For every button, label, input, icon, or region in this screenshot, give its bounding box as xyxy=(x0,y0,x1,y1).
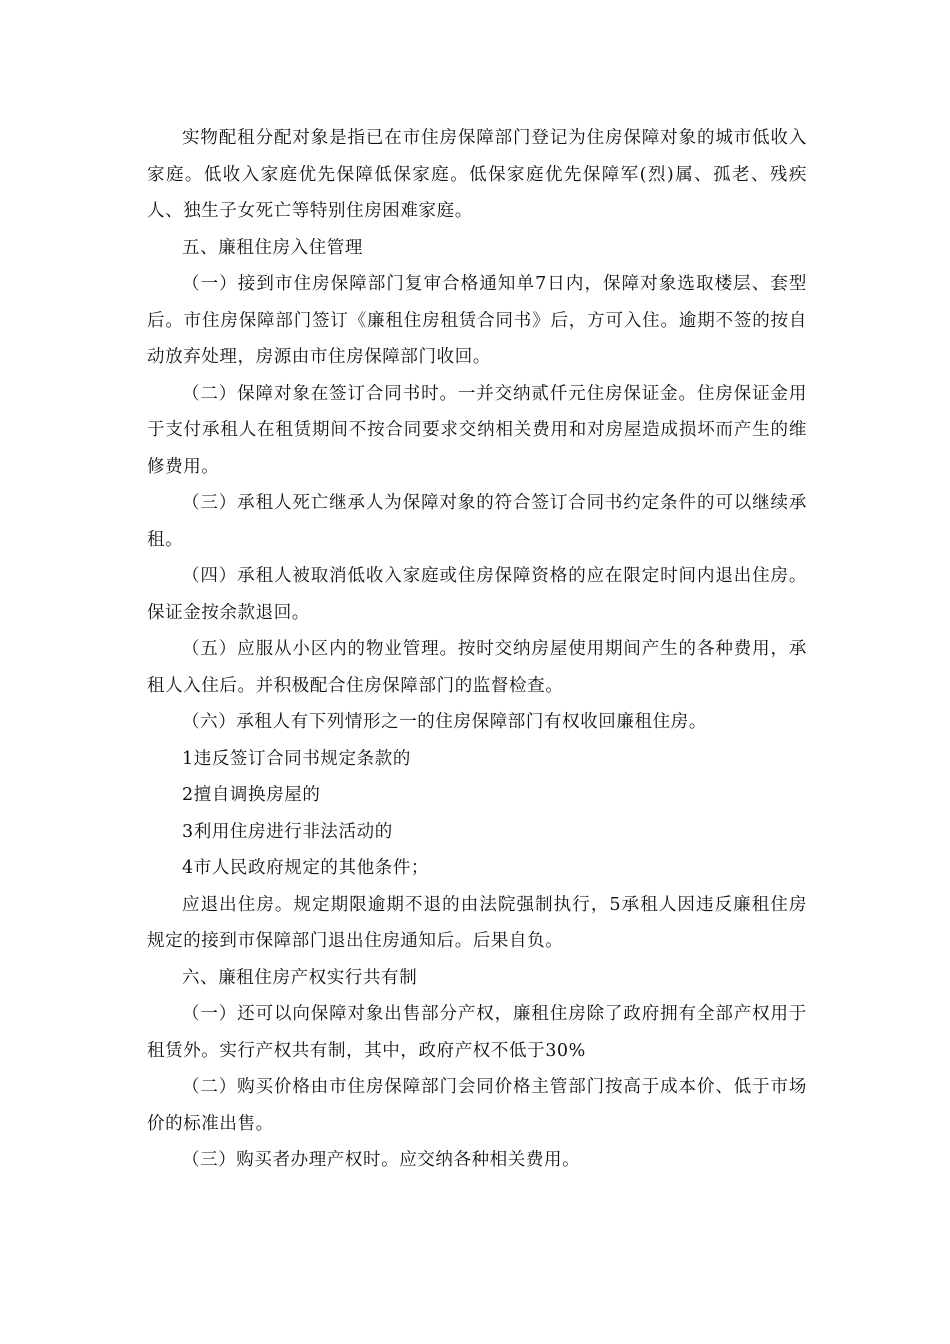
list-item-2: 2擅自调换房屋的 xyxy=(182,785,321,805)
paragraph-5-2: （二）保障对象在签订合同书时。一并交纳贰仟元住房保证金。住房保证金用于支付承租人在租赁期间不按合同要求交纳相关费用和对房屋造成损坏而产生的维修费用。 xyxy=(147,383,807,477)
paragraph-5-6: （六）承租人有下列情形之一的住房保障部门有权收回廉租住房。 xyxy=(182,712,707,732)
paragraph-5-1: （一）接到市住房保障部门复审合格通知单7日内，保障对象选取楼层、套型后。市住房保障部门签订《廉租住房租赁合同书》后，方可入住。逾期不签的按自动放弃处理，房源由市住房保障部门收回。 xyxy=(147,274,807,367)
list-item-1: 1违反签订合同书规定条款的 xyxy=(182,748,411,769)
paragraph-6-1: （一）还可以向保障对象出售部分产权，廉租住房除了政府拥有全部产权用于租赁外。实行产权共有制，其中，政府产权不低于30% xyxy=(147,1004,807,1061)
paragraph-5-5: （五）应服从小区内的物业管理。按时交纳房屋使用期间产生的各种费用，承租人入住后。并积极配合住房保障部门的监督检查。 xyxy=(147,639,807,696)
paragraph-exit-rule: 应退出住房。规定期限逾期不退的由法院强制执行，5承租人因违反廉租住房规定的接到市保障部门退出住房通知后。后果自负。 xyxy=(147,894,807,951)
paragraph-allocation-targets: 实物配租分配对象是指已在市住房保障部门登记为住房保障对象的城市低收入家庭。低收入家庭优先保障低保家庭。低保家庭优先保障军(烈)属、孤老、残疾人、独生子女死亡等特别住房困难家庭。 xyxy=(147,128,807,221)
section-heading-5: 五、廉租住房入住管理 xyxy=(182,237,363,258)
paragraph-6-3: （三）购买者办理产权时。应交纳各种相关费用。 xyxy=(182,1150,581,1170)
list-item-4: 4市人民政府规定的其他条件； xyxy=(182,858,430,878)
paragraph-6-2: （二）购买价格由市住房保障部门会同价格主管部门按高于成本价、低于市场价的标准出售。 xyxy=(147,1077,807,1134)
paragraph-5-4: （四）承租人被取消低收入家庭或住房保障资格的应在限定时间内退出住房。保证金按余款退回。 xyxy=(147,566,807,623)
section-heading-6: 六、廉租住房产权实行共有制 xyxy=(182,967,418,988)
document-body xyxy=(147,120,807,1179)
paragraph-5-3: （三）承租人死亡继承人为保障对象的符合签订合同书约定条件的可以继续承租。 xyxy=(147,493,807,550)
list-item-3: 3利用住房进行非法活动的 xyxy=(182,821,393,842)
